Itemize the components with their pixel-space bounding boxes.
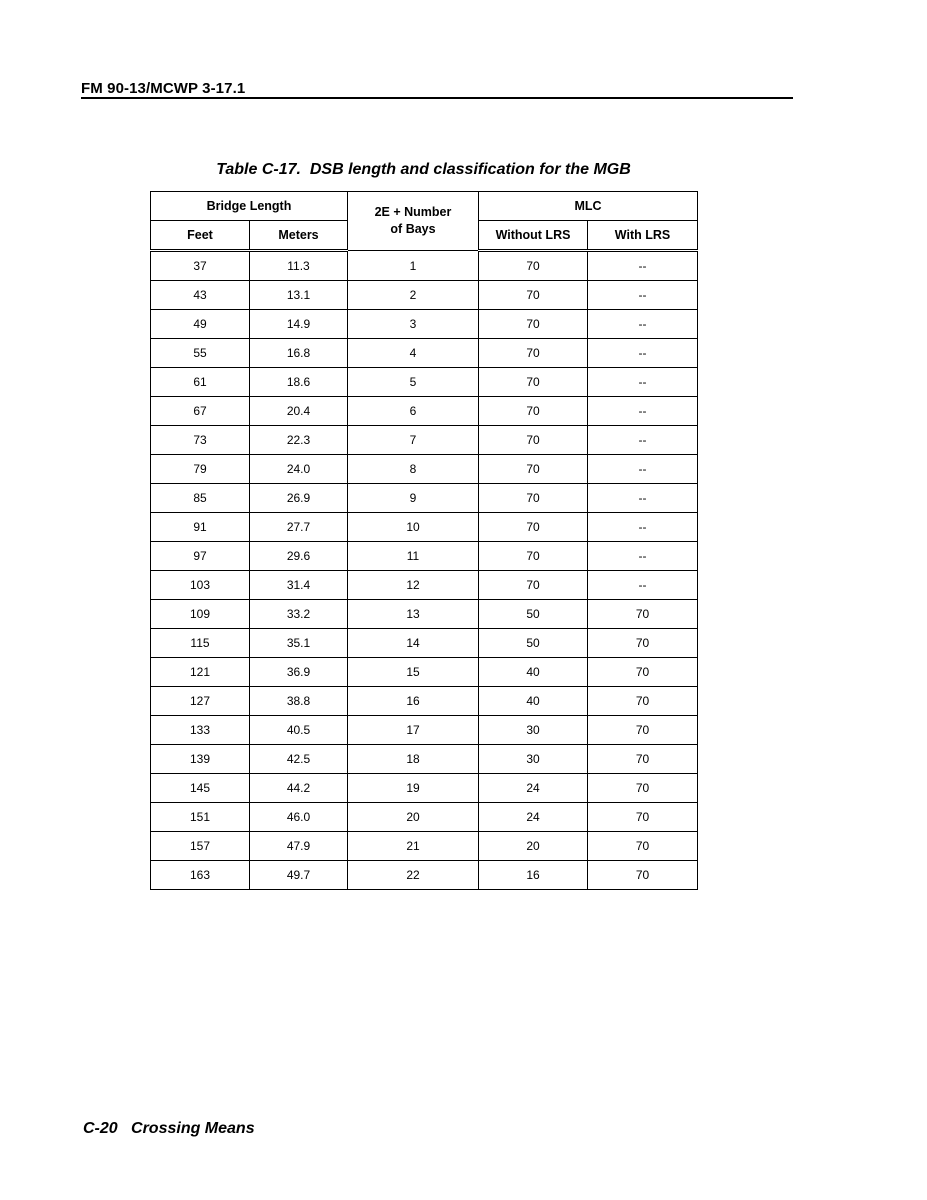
table-body: [151, 251, 698, 890]
bays-cell: 15: [348, 658, 479, 687]
feet-cell: 103: [151, 571, 250, 600]
mlc-without-lrs-cell: 24: [479, 774, 588, 803]
bays-cell: 3: [348, 310, 479, 339]
bays-cell: 21: [348, 832, 479, 861]
table-row: [151, 832, 698, 861]
bays-cell: 4: [348, 339, 479, 368]
meters-cell: 22.3: [250, 426, 348, 455]
feet-cell: 85: [151, 484, 250, 513]
feet-cell: 157: [151, 832, 250, 861]
with-lrs-header: With LRS: [588, 221, 698, 251]
table-row: [151, 658, 698, 687]
feet-cell: 109: [151, 600, 250, 629]
table-row: [151, 310, 698, 339]
mlc-with-lrs-cell: --: [588, 484, 698, 513]
feet-cell: 91: [151, 513, 250, 542]
meters-cell: 42.5: [250, 745, 348, 774]
mlc-with-lrs-cell: --: [588, 513, 698, 542]
mlc-without-lrs-cell: 50: [479, 600, 588, 629]
mlc-with-lrs-cell: 70: [588, 629, 698, 658]
table-row: [151, 281, 698, 310]
bays-cell: 22: [348, 861, 479, 890]
meters-cell: 46.0: [250, 803, 348, 832]
mlc-with-lrs-cell: 70: [588, 861, 698, 890]
dsb-classification-table: [150, 191, 698, 890]
feet-cell: 127: [151, 687, 250, 716]
meters-cell: 20.4: [250, 397, 348, 426]
bays-cell: 7: [348, 426, 479, 455]
mlc-with-lrs-cell: 70: [588, 832, 698, 861]
mlc-without-lrs-cell: 20: [479, 832, 588, 861]
mlc-with-lrs-cell: --: [588, 310, 698, 339]
bays-cell: 6: [348, 397, 479, 426]
table-row: [151, 455, 698, 484]
header-rule: [81, 97, 793, 99]
mlc-with-lrs-cell: --: [588, 542, 698, 571]
mlc-with-lrs-cell: --: [588, 571, 698, 600]
mlc-header: MLC: [479, 192, 698, 221]
table-row: [151, 251, 698, 281]
bays-cell: 5: [348, 368, 479, 397]
bays-cell: 9: [348, 484, 479, 513]
bays-cell: 8: [348, 455, 479, 484]
feet-cell: 133: [151, 716, 250, 745]
meters-cell: 44.2: [250, 774, 348, 803]
mlc-without-lrs-cell: 70: [479, 455, 588, 484]
table-row: [151, 513, 698, 542]
feet-cell: 79: [151, 455, 250, 484]
running-head: FM 90-13/MCWP 3-17.1: [81, 80, 246, 97]
bays-cell: 18: [348, 745, 479, 774]
feet-cell: 115: [151, 629, 250, 658]
feet-cell: 151: [151, 803, 250, 832]
mlc-without-lrs-cell: 70: [479, 397, 588, 426]
feet-cell: 121: [151, 658, 250, 687]
table-title: Table C-17. DSB length and classification for the MGB: [216, 161, 631, 178]
meters-cell: 27.7: [250, 513, 348, 542]
meters-cell: 11.3: [250, 251, 348, 281]
meters-cell: 38.8: [250, 687, 348, 716]
table-row: [151, 745, 698, 774]
mlc-with-lrs-cell: --: [588, 281, 698, 310]
meters-cell: 35.1: [250, 629, 348, 658]
mlc-without-lrs-cell: 70: [479, 310, 588, 339]
mlc-without-lrs-cell: 16: [479, 861, 588, 890]
mlc-with-lrs-cell: --: [588, 426, 698, 455]
mlc-without-lrs-cell: 70: [479, 339, 588, 368]
table-row: [151, 426, 698, 455]
bays-cell: 12: [348, 571, 479, 600]
mlc-with-lrs-cell: --: [588, 455, 698, 484]
bays-cell: 19: [348, 774, 479, 803]
meters-cell: 13.1: [250, 281, 348, 310]
meters-cell: 29.6: [250, 542, 348, 571]
mlc-with-lrs-cell: 70: [588, 716, 698, 745]
table-row: [151, 571, 698, 600]
meters-cell: 33.2: [250, 600, 348, 629]
mlc-without-lrs-cell: 70: [479, 571, 588, 600]
mlc-without-lrs-cell: 70: [479, 484, 588, 513]
meters-cell: 18.6: [250, 368, 348, 397]
meters-cell: 24.0: [250, 455, 348, 484]
feet-cell: 97: [151, 542, 250, 571]
mlc-with-lrs-cell: 70: [588, 600, 698, 629]
mlc-without-lrs-cell: 30: [479, 745, 588, 774]
mlc-without-lrs-cell: 70: [479, 281, 588, 310]
table-row: [151, 861, 698, 890]
mlc-without-lrs-cell: 70: [479, 251, 588, 281]
bays-cell: 17: [348, 716, 479, 745]
meters-cell: 36.9: [250, 658, 348, 687]
mlc-with-lrs-cell: --: [588, 251, 698, 281]
mlc-with-lrs-cell: 70: [588, 687, 698, 716]
bays-header: [348, 192, 479, 251]
bays-cell: 1: [348, 251, 479, 281]
mlc-with-lrs-cell: 70: [588, 745, 698, 774]
bays-header-line1: 2E + Number: [374, 205, 452, 219]
mlc-without-lrs-cell: 70: [479, 368, 588, 397]
meters-cell: 47.9: [250, 832, 348, 861]
table-row: [151, 484, 698, 513]
bays-header-line2: of Bays: [390, 222, 436, 236]
mlc-without-lrs-cell: 30: [479, 716, 588, 745]
mlc-without-lrs-cell: 50: [479, 629, 588, 658]
feet-cell: 55: [151, 339, 250, 368]
table-row: [151, 368, 698, 397]
table-row: [151, 397, 698, 426]
bays-cell: 20: [348, 803, 479, 832]
bridge-length-header: Bridge Length: [151, 192, 348, 221]
mlc-without-lrs-cell: 70: [479, 513, 588, 542]
feet-cell: 145: [151, 774, 250, 803]
mlc-without-lrs-cell: 40: [479, 687, 588, 716]
feet-cell: 139: [151, 745, 250, 774]
feet-cell: 73: [151, 426, 250, 455]
bays-cell: 16: [348, 687, 479, 716]
mlc-with-lrs-cell: --: [588, 339, 698, 368]
feet-cell: 61: [151, 368, 250, 397]
mlc-with-lrs-cell: --: [588, 368, 698, 397]
mlc-with-lrs-cell: --: [588, 397, 698, 426]
meters-cell: 26.9: [250, 484, 348, 513]
mlc-without-lrs-cell: 40: [479, 658, 588, 687]
bays-cell: 2: [348, 281, 479, 310]
mlc-with-lrs-cell: 70: [588, 658, 698, 687]
table-row: [151, 542, 698, 571]
table-row: [151, 774, 698, 803]
bays-cell: 11: [348, 542, 479, 571]
mlc-without-lrs-cell: 70: [479, 426, 588, 455]
bays-cell: 13: [348, 600, 479, 629]
page-footer: C-20 Crossing Means: [83, 1120, 255, 1137]
bays-cell: 14: [348, 629, 479, 658]
meters-cell: 31.4: [250, 571, 348, 600]
table-row: [151, 629, 698, 658]
table-row: [151, 687, 698, 716]
meters-header: Meters: [250, 221, 348, 251]
mlc-without-lrs-cell: 70: [479, 542, 588, 571]
feet-cell: 49: [151, 310, 250, 339]
meters-cell: 16.8: [250, 339, 348, 368]
feet-cell: 37: [151, 251, 250, 281]
feet-cell: 67: [151, 397, 250, 426]
meters-cell: 49.7: [250, 861, 348, 890]
header-row-groups: [151, 192, 698, 221]
mlc-without-lrs-cell: 24: [479, 803, 588, 832]
mlc-with-lrs-cell: 70: [588, 803, 698, 832]
meters-cell: 14.9: [250, 310, 348, 339]
table-row: [151, 339, 698, 368]
feet-cell: 163: [151, 861, 250, 890]
feet-header: Feet: [151, 221, 250, 251]
feet-cell: 43: [151, 281, 250, 310]
table-row: [151, 803, 698, 832]
table-row: [151, 716, 698, 745]
table-row: [151, 600, 698, 629]
meters-cell: 40.5: [250, 716, 348, 745]
bays-cell: 10: [348, 513, 479, 542]
mlc-with-lrs-cell: 70: [588, 774, 698, 803]
without-lrs-header: Without LRS: [479, 221, 588, 251]
